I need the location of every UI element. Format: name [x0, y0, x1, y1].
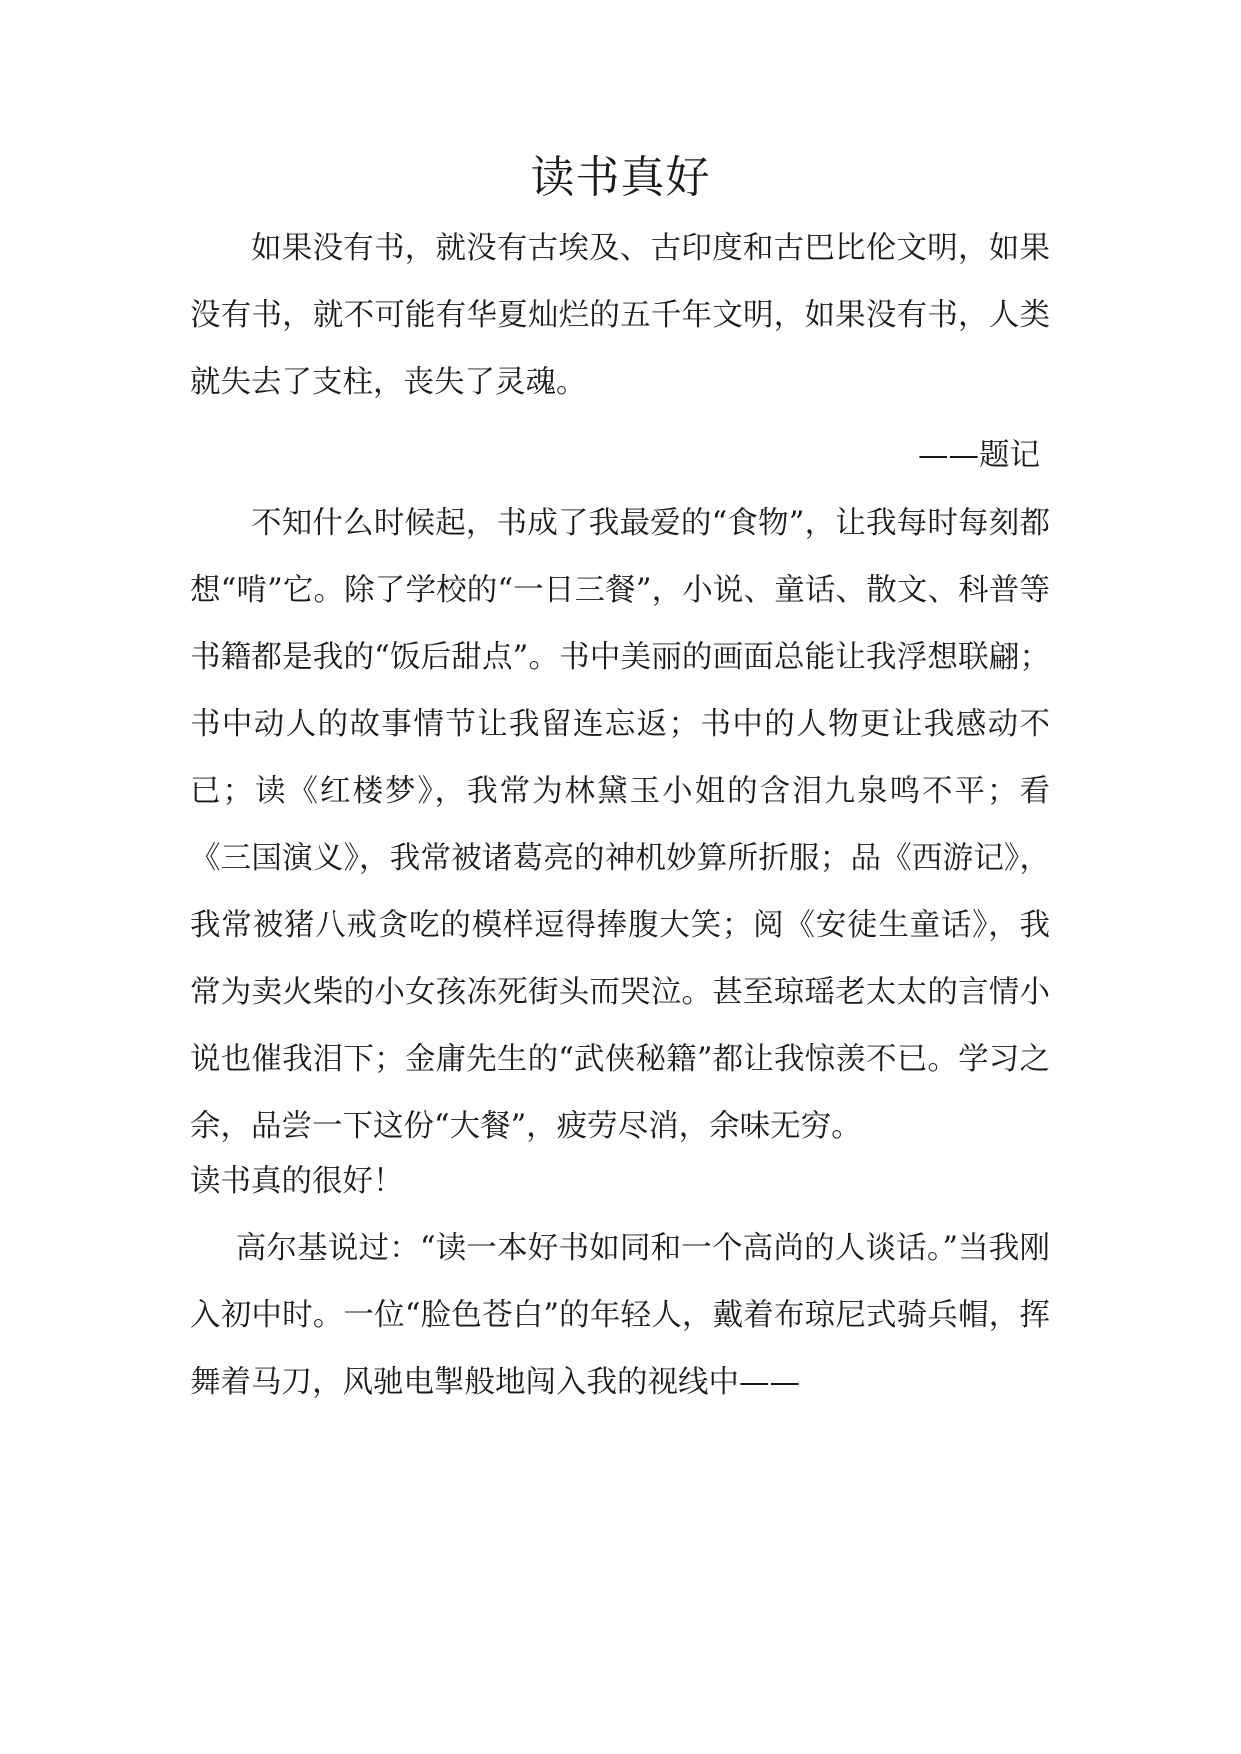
exclamation-line: 读书真的很好！	[190, 1164, 404, 1199]
epigraph-signature: ——题记	[918, 438, 1040, 473]
document-title: 读书真好	[530, 152, 711, 203]
body-paragraph-1: 不知什么时候起，书成了我最爱的“食物”，让我每时每刻都想“啃”它。除了学校的“一日三餐”，小说、童话、散文、科普等书籍都是我的“饭后甜点”。书中美丽的画面总能让我浮想联翩；书中动人的故事情节让我留连忘返；书中的人物更让我感动不已；读《红楼梦》，我常为林黛玉小姐的含泪九泉鸣不平；看《三国演义》，我常被诸葛亮的神机妙算所折服；品《西游记》，我常被猪八戒贪吃的模样逗得捧腹大笑；阅《安徒生童话》，我常为卖火柴的小女孩冻死街头而哭泣。甚至琼瑶老太太的言情小说也催我泪下；金庸先生的“武侠秘籍”都让我惊羡不已。学习之余，品尝一下这份“大餐”，疲劳尽消，余味无穷。	[190, 506, 1050, 1144]
epigraph-paragraph: 如果没有书，就没有古埃及、古印度和古巴比伦文明，如果没有书，就不可能有华夏灿烂的五千年文明，如果没有书，人类就失去了支柱，丧失了灵魂。	[190, 231, 1050, 400]
body-paragraph-2: 高尔基说过：“读一本好书如同和一个高尚的人谈话。”当我刚入初中时。一位“脸色苍白”的年轻人，戴着布琼尼式骑兵帽，挥舞着马刀，风驰电掣般地闯入我的视线中——	[190, 1231, 1050, 1400]
